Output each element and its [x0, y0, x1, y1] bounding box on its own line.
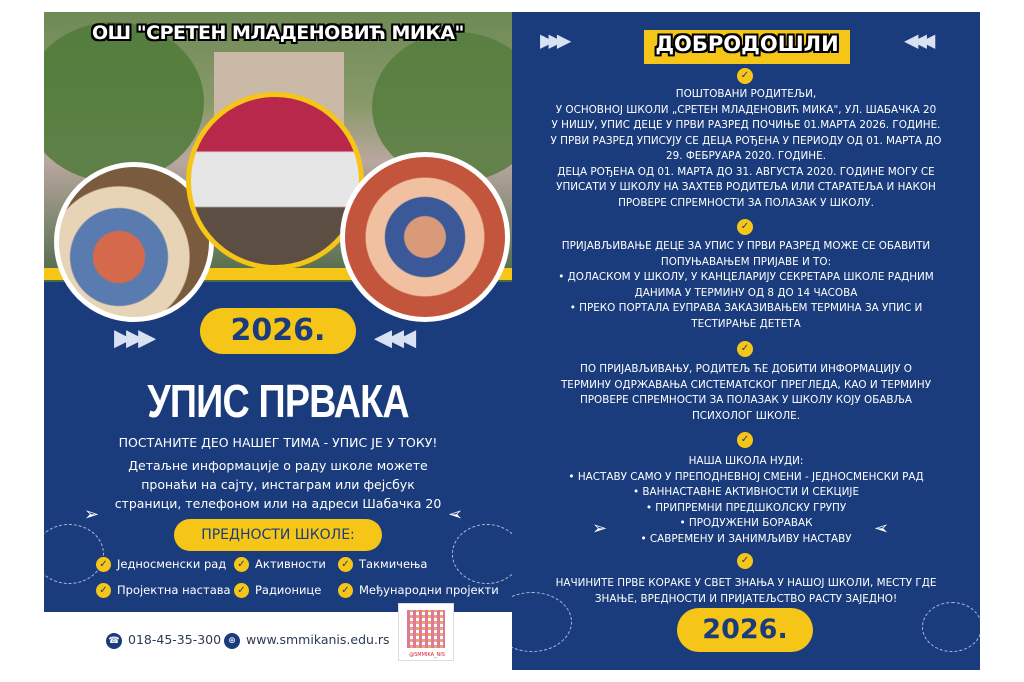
photo-circle-stage	[186, 92, 364, 270]
check-icon: ✓	[234, 583, 249, 598]
paper-plane-icon: ➢	[84, 504, 100, 525]
advantage-item: ✓ Активности	[234, 557, 326, 572]
paper-plane-icon: ➢	[592, 518, 608, 539]
enrollment-info: ПОШТОВАНИ РОДИТЕЉИ, У ОСНОВНОЈ ШКОЛИ „СРЕТЕН МЛАДЕНОВИЋ МИКА", УЛ. ШАБАЧКА 20 У НИШУ, УПИС ДЕЦЕ У ПРВИ РАЗРЕД ПОЧИЊЕ 01.МАРТА 2026. ГОДИНЕ. У ПРВИ РАЗРЕД УПИСУЈУ СЕ ДЕЦА РОЂЕНА У ПЕРИОДУ ОД 01. МАРТА ДО 29. ФЕБРУАРА 2020. ГОДИНЕ. ДЕЦА РОЂЕНА ОД 01. МАРТА ДО 31. АВГУСТА 2020. ГОДИНЕ МОГУ СЕ УПИСАТИ У ШКОЛУ НА ЗАХТЕВ РОДИТЕЉА ИЛИ СТАРАТЕЉА И НАКОН ПРОВЕРЕ СПРЕМНОСТИ ЗА ПОЛАЗАК У ШКОЛУ.	[550, 88, 942, 209]
check-icon: ✓	[737, 219, 753, 235]
check-icon: ✓	[96, 557, 111, 572]
advantage-item: ✓ Такмичења	[338, 557, 427, 572]
advantage-item: ✓ Међународни пројекти	[338, 583, 499, 598]
qr-code-icon	[407, 610, 445, 648]
arrows-right-icon: ▶▶▶	[540, 26, 566, 54]
dashed-swirl	[44, 524, 104, 584]
phone-contact[interactable]: ☎ 018-45-35-300	[106, 632, 221, 649]
school-offers: НАША ШКОЛА НУДИ: • НАСТАВУ САМО У ПРЕПОДНЕВНОЈ СМЕНИ - ЈЕДНОСМЕНСКИ РАД • ВАННАСТАВНЕ АКТИВНОСТИ И СЕКЦИЈЕ • ПРИПРЕМНИ ПРЕДШКОЛСКУ ГРУПУ • ПРОДУЖЕНИ БОРАВАК • САВРЕМЕНУ И ЗАНИМЉИВУ НАСТАВУ	[568, 455, 924, 545]
welcome-title: ДОБРОДОШЛИ	[644, 30, 850, 64]
left-poster	[44, 12, 512, 612]
closing-text: НАЧИНИТЕ ПРВЕ КОРАКЕ У СВЕТ ЗНАЊА У НАШОЈ ШКОЛИ, МЕСТУ ГДЕ ЗНАЊЕ, ВРЕДНОСТИ И ПРИЈАТЕЉСТВО РАСТУ ЗАЈЕДНО!	[555, 577, 937, 605]
qr-code[interactable]: @SMMIKA_NIS	[398, 603, 454, 661]
photo-circle-kids	[340, 152, 510, 322]
arrows-left-icon: ◀◀◀	[374, 320, 411, 355]
check-icon: ✓	[737, 553, 753, 569]
advantage-item: ✓ Једносменски рад	[96, 557, 226, 572]
arrows-right-icon: ▶▶▶	[114, 320, 151, 355]
school-title: ОШ "СРЕТЕН МЛАДЕНОВИЋ МИКА"	[92, 22, 464, 44]
check-icon: ✓	[737, 341, 753, 357]
check-icon: ✓	[737, 432, 753, 448]
arrows-left-icon: ◀◀◀	[904, 26, 930, 54]
dashed-swirl	[922, 602, 980, 652]
check-icon: ✓	[338, 583, 353, 598]
paper-plane-icon: ➢	[874, 518, 890, 539]
year-badge: 2026.	[200, 308, 356, 354]
check-icon: ✓	[737, 68, 753, 84]
dashed-swirl	[452, 524, 512, 584]
check-icon: ✓	[338, 557, 353, 572]
website-link[interactable]: ⊕ www.smmikanis.edu.rs	[224, 632, 390, 649]
advantage-item: ✓ Пројектна настава	[96, 583, 231, 598]
after-application-info: ПО ПРИЈАВЉИВАЊУ, РОДИТЕЉ ЋЕ ДОБИТИ ИНФОРМАЦИЈУ О ТЕРМИНУ ОДРЖАВАЊА СИСТЕМАТСКОГ ПРЕГЛЕДА, КАО И ТЕРМИНУ ПРОВЕРЕ СПРЕМНОСТИ ЗА ПОЛАЗАК У ШКОЛУ КОЈУ ОБАВЉА ПСИХОЛОГ ШКОЛЕ.	[560, 363, 932, 422]
application-info: ПРИЈАВЉИВАЊЕ ДЕЦЕ ЗА УПИС У ПРВИ РАЗРЕД МОЖЕ СЕ ОБАВИТИ ПОПУЊАВАЊЕМ ПРИЈАВЕ И ТО: • ДОЛАСКОМ У ШКОЛУ, У КАНЦЕЛАРИЈУ СЕКРЕТАРА ШКОЛЕ РАДНИМ ДАНИМА У ТЕРМИНУ ОД 8 ДО 14 ЧАСОВА • ПРЕКО ПОРТАЛА ЕУПРАВА ЗАКАЗИВАЊЕМ ТЕРМИНА ЗА УПИС И ТЕСТИРАЊЕ ДЕТЕТА	[558, 240, 934, 330]
paper-plane-icon: ➢	[448, 504, 464, 525]
right-poster	[512, 12, 980, 670]
year-badge: 2026.	[677, 608, 813, 652]
info-text: Детаљне информације о раду школе можете пронаћи на сајту, инстаграм или фејсбук страници, телефоном или на адреси Шабачка 20	[114, 458, 442, 511]
check-icon: ✓	[234, 557, 249, 572]
advantage-item: ✓ Радионице	[234, 583, 321, 598]
phone-icon: ☎	[106, 633, 122, 649]
main-heading: УПИС ПРВАКА	[147, 375, 409, 427]
globe-icon: ⊕	[224, 633, 240, 649]
tagline: ПОСТАНИТЕ ДЕО НАШЕГ ТИМА - УПИС ЈЕ У ТОКУ!	[118, 435, 438, 450]
check-icon: ✓	[96, 583, 111, 598]
advantages-title: ПРЕДНОСТИ ШКОЛЕ:	[174, 519, 382, 551]
